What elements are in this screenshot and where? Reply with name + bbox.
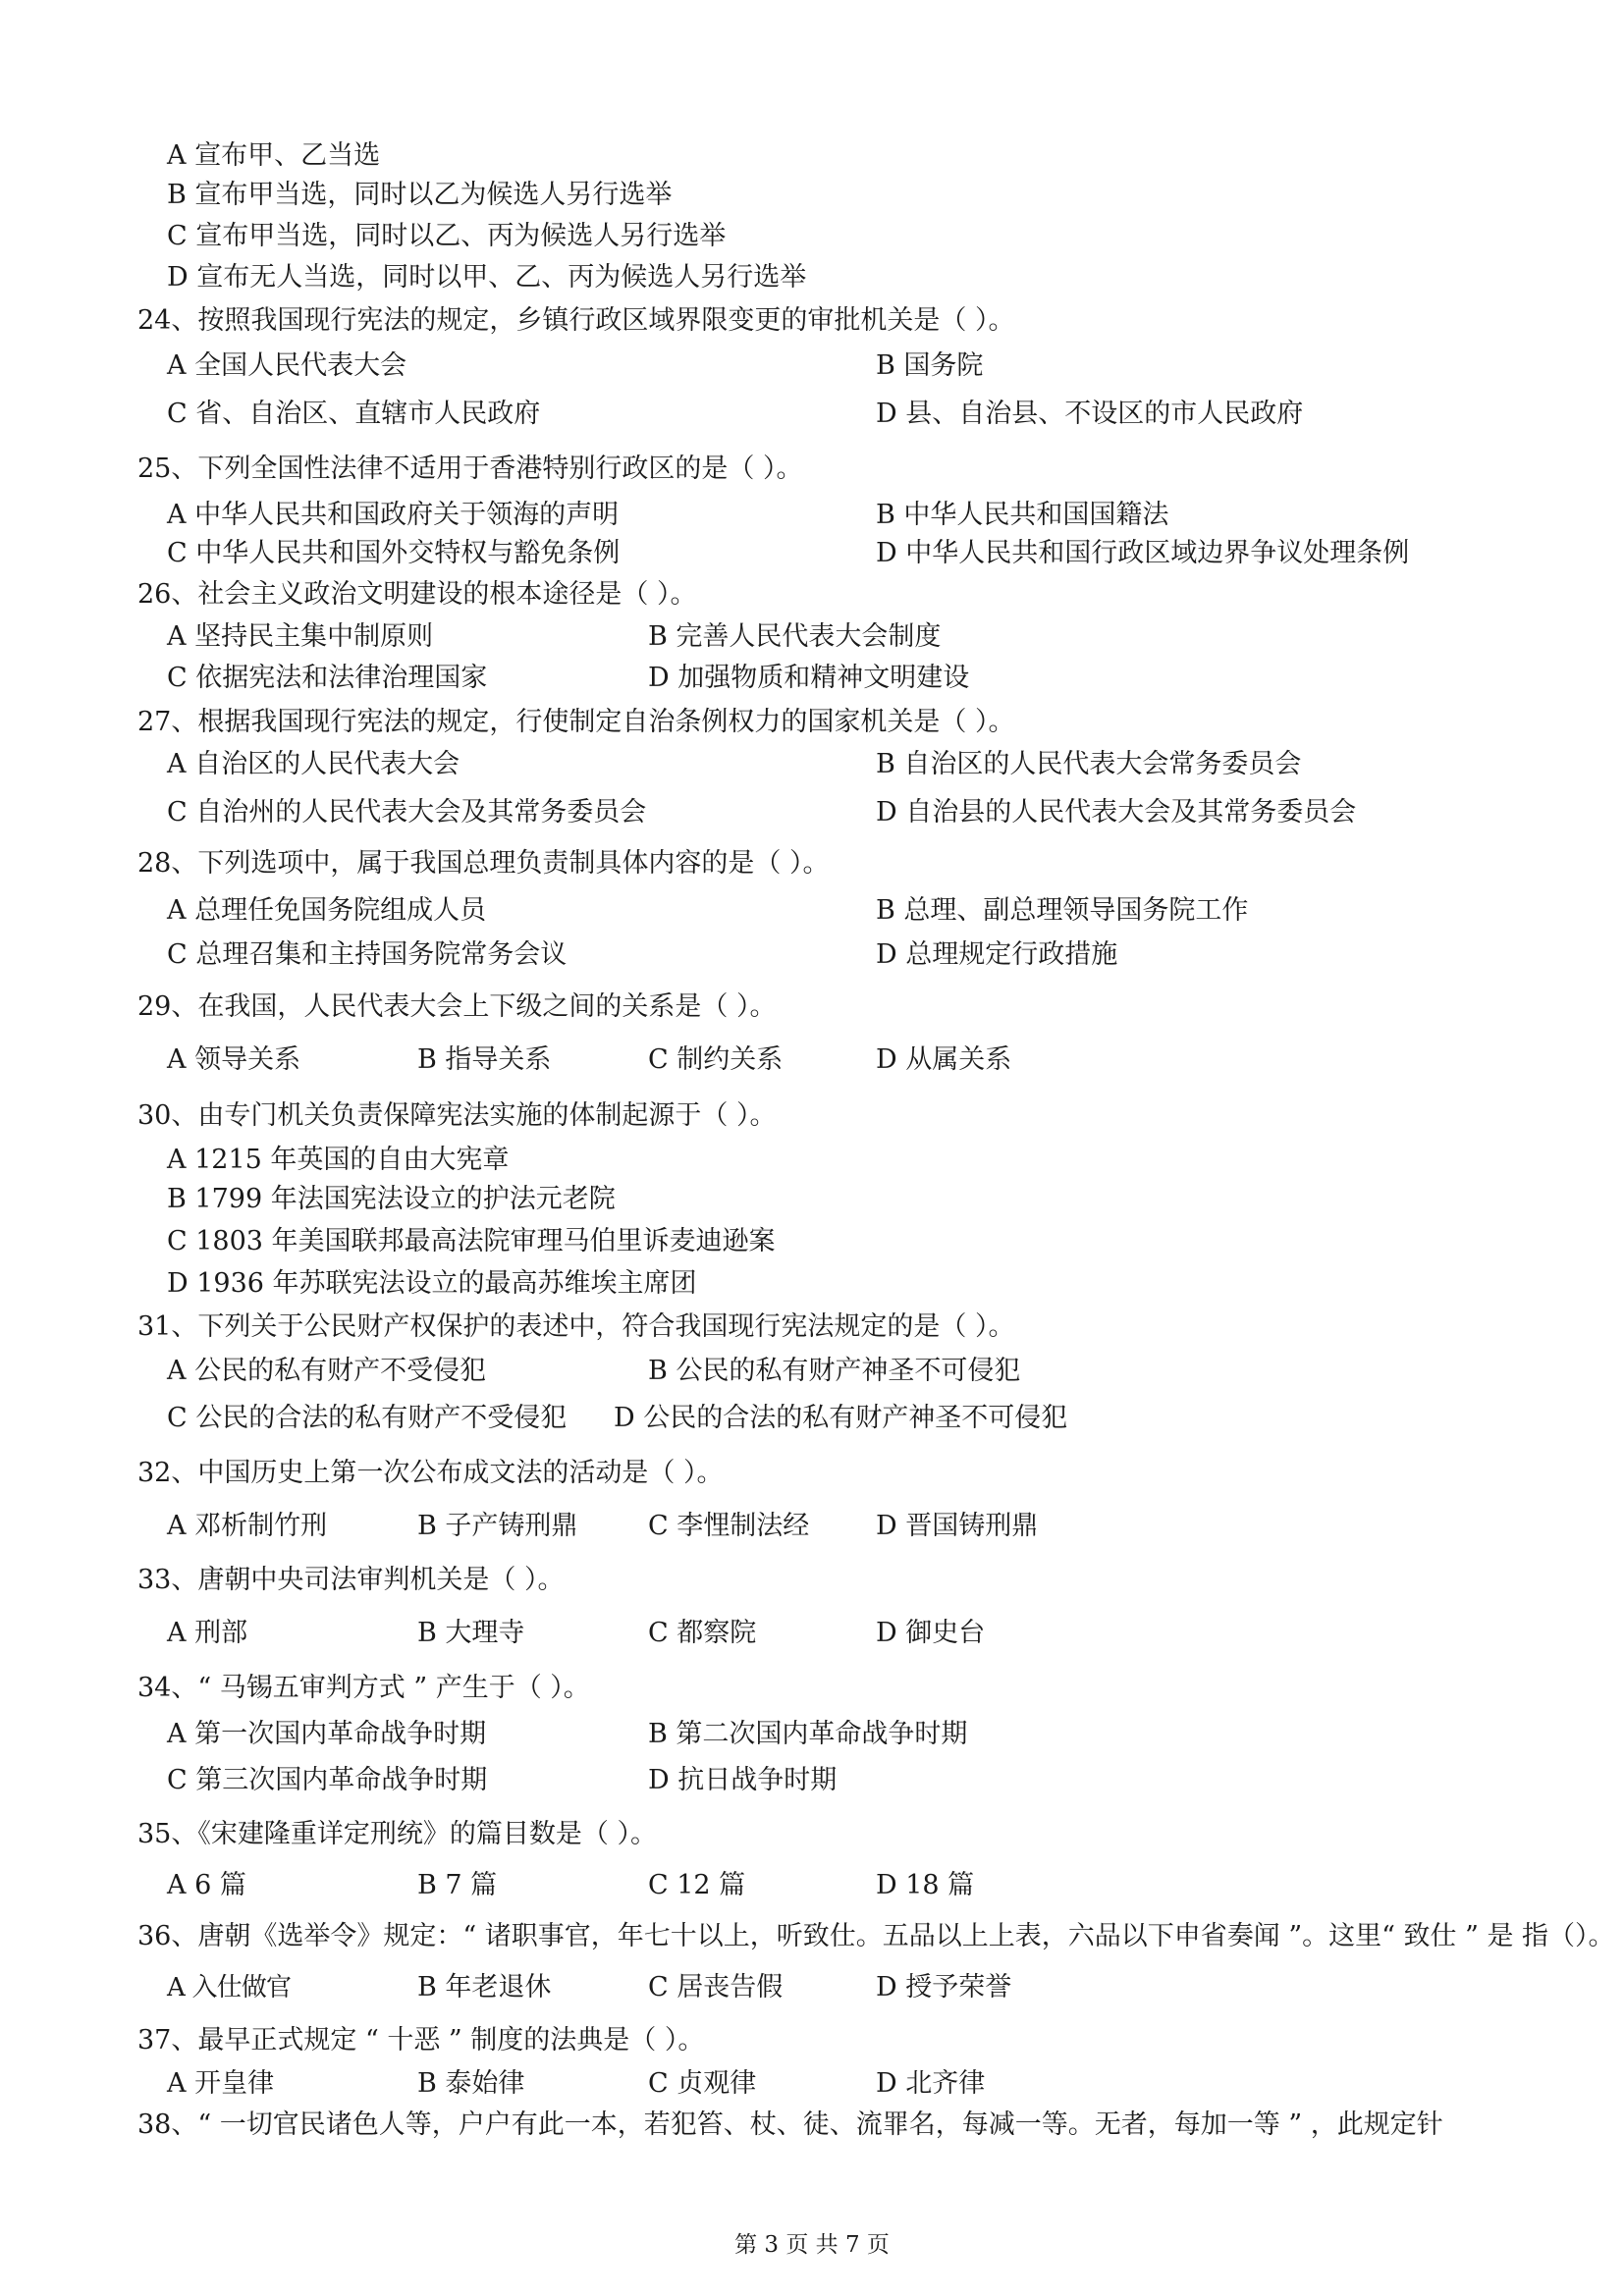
answer-option: D 从属关系 [876,1044,1012,1075]
answer-option: A 自治区的人民代表大会 [167,749,460,779]
answer-option: A 邓析制竹刑 [167,1511,328,1541]
answer-option: B 国务院 [876,350,984,381]
answer-option: B 中华人民共和国国籍法 [876,500,1169,530]
answer-option: B 第二次国内革命战争时期 [648,1719,968,1749]
question-stem: 38、“ 一切官民诸色人等，户户有此一本，若犯笞、杖、徒、流罪名，每减一等。无者，每加一等 ” ，此规定针 [137,2109,1443,2140]
question-stem: 25、下列全国性法律不适用于香港特别行政区的是（ ）。 [137,454,803,484]
answer-option: C 制约关系 [648,1044,784,1075]
question-stem: 31、下列关于公民财产权保护的表述中，符合我国现行宪法规定的是（ ）。 [137,1311,1015,1342]
answer-option: B 7 篇 [417,1870,498,1900]
answer-option: A 全国人民代表大会 [167,350,407,381]
answer-option: A 第一次国内革命战争时期 [167,1719,487,1749]
question-stem: 33、唐朝中央司法审判机关是（ ）。 [137,1565,565,1595]
answer-option: A 6 篇 [167,1870,246,1900]
question-stem: 24、按照我国现行宪法的规定，乡镇行政区域界限变更的审批机关是（ ）。 [137,305,1015,336]
answer-option: B 子产铸刑鼎 [417,1511,578,1541]
answer-option: D 宣布无人当选，同时以甲、乙、丙为候选人另行选举 [167,262,807,293]
answer-option: A 公民的私有财产不受侵犯 [167,1356,487,1386]
answer-option: C 第三次国内革命战争时期 [167,1765,488,1795]
answer-option: A 1215 年英国的自由大宪章 [167,1145,510,1175]
question-stem: 29、在我国，人民代表大会上下级之间的关系是（ ）。 [137,991,777,1022]
answer-option: C 宣布甲当选，同时以乙、丙为候选人另行选举 [167,221,727,251]
question-stem: 37、最早正式规定 “ 十恶 ” 制度的法典是（ ）。 [137,2025,705,2056]
answer-option: C 12 篇 [648,1870,746,1900]
answer-option: B 泰始律 [417,2068,525,2099]
answer-option: A 宣布甲、乙当选 [167,140,381,171]
answer-option: D 抗日战争时期 [648,1765,838,1795]
answer-option: D 御史台 [876,1618,986,1648]
question-stem: 28、下列选项中，属于我国总理负责制具体内容的是（ ）。 [137,848,830,879]
answer-option: A 开皇律 [167,2068,275,2099]
answer-option: B 年老退休 [417,1972,552,2002]
answer-option: D 授予荣誉 [876,1972,1012,2002]
answer-option: C 公民的合法的私有财产不受侵犯 [167,1403,568,1433]
answer-option: C 总理召集和主持国务院常务会议 [167,939,568,970]
question-stem: 35、《宋建隆重详定刑统》的篇目数是（ ）。 [137,1819,657,1849]
answer-option: C 省、自治区、直辖市人民政府 [167,399,541,429]
answer-option: B 指导关系 [417,1044,552,1075]
question-stem: 27、根据我国现行宪法的规定，行使制定自治条例权力的国家机关是（ ）。 [137,707,1015,737]
question-stem: 26、社会主义政治文明建设的根本途径是（ ）。 [137,579,697,610]
answer-option: D 1936 年苏联宪法设立的最高苏维埃主席团 [167,1268,697,1299]
answer-option: D 晋国铸刑鼎 [876,1511,1039,1541]
answer-option: B 自治区的人民代表大会常务委员会 [876,749,1302,779]
answer-option: C 居丧告假 [648,1972,784,2002]
answer-option: A 入仕做官 [167,1973,292,2002]
answer-option: A 总理任免国务院组成人员 [167,895,487,926]
answer-option: B 大理寺 [417,1618,525,1648]
answer-option: A 中华人民共和国政府关于领海的声明 [167,500,620,530]
answer-option: C 贞观律 [648,2068,757,2099]
answer-option: D 中华人民共和国行政区域边界争议处理条例 [876,538,1410,568]
answer-option: D 18 篇 [876,1870,975,1900]
answer-option: B 完善人民代表大会制度 [648,621,942,652]
answer-option: C 自治州的人民代表大会及其常务委员会 [167,797,647,828]
question-stem: 34、“ 马锡五审判方式 ” 产生于（ ）。 [137,1673,590,1703]
answer-option: C 都察院 [648,1618,757,1648]
answer-option: C 中华人民共和国外交特权与豁免条例 [167,538,621,568]
answer-option: D 总理规定行政措施 [876,939,1118,970]
answer-option: C 1803 年美国联邦最高法院审理马伯里诉麦迪逊案 [167,1226,776,1256]
answer-option: B 公民的私有财产神圣不可侵犯 [648,1356,1021,1386]
answer-option: A 领导关系 [167,1044,301,1075]
answer-option: D 加强物质和精神文明建设 [648,663,970,693]
page-footer: 第 3 页 共 7 页 [734,2232,890,2258]
answer-option: A 刑部 [167,1618,248,1648]
answer-option: D 公民的合法的私有财产神圣不可侵犯 [614,1403,1068,1433]
question-stem: 32、中国历史上第一次公布成文法的活动是（ ）。 [137,1458,724,1488]
answer-option: B 总理、副总理领导国务院工作 [876,895,1249,926]
answer-option: D 北齐律 [876,2068,986,2099]
question-stem: 36、唐朝《选举令》规定：“ 诸职事官，年七十以上，听致仕。五品以上上表，六品以下申省奏闻 ”。这里“ 致仕 ” 是 指（）。 [137,1921,1615,1951]
answer-option: D 县、自治县、不设区的市人民政府 [876,399,1304,429]
answer-option: A 坚持民主集中制原则 [167,621,434,652]
answer-option: C 李悝制法经 [648,1511,810,1541]
answer-option: B 1799 年法国宪法设立的护法元老院 [167,1184,616,1214]
question-stem: 30、由专门机关负责保障宪法实施的体制起源于（ ）。 [137,1100,777,1131]
answer-option: D 自治县的人民代表大会及其常务委员会 [876,797,1357,828]
answer-option: C 依据宪法和法律治理国家 [167,663,488,693]
answer-option: B 宣布甲当选，同时以乙为候选人另行选举 [167,180,673,210]
